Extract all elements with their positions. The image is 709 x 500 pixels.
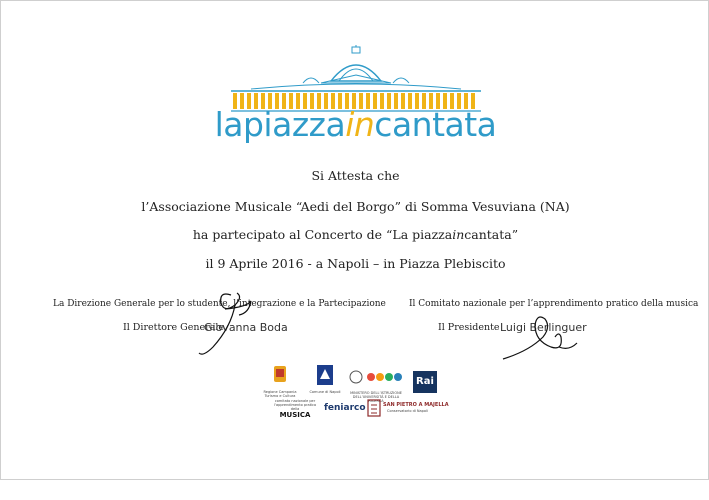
- right-role: Il Presidente: [438, 322, 500, 333]
- participation-line: ha partecipato al Concerto de “La piazzaincantata”: [192, 227, 519, 242]
- feniarco-logo: feniarco: [324, 403, 366, 413]
- date-place-line: il 9 Aprile 2016 - a Napoli – in Piazza Plebiscito: [205, 256, 506, 271]
- regione-campania-logo: Regione Campania Turismo e Cultura: [263, 364, 297, 398]
- miur-emblem-icon: [347, 367, 405, 387]
- comune-napoli-logo: Comune di Napoli: [307, 364, 343, 394]
- sanpietro-logo-text: SAN PIETRO A MAJELLA: [383, 402, 449, 408]
- bottom-margin: [0, 480, 709, 500]
- miur-logo: MINISTERO DELL’ISTRUZIONE DELL’UNIVERSITÀ E DELLA RICERCA: [347, 367, 405, 403]
- conservatorio-emblem-icon: [367, 399, 381, 417]
- attestation-heading: Si Attesta che: [311, 168, 400, 183]
- recipient-line: l’Associazione Musicale “Aedi del Borgo” di Somma Vesuviana (NA): [141, 199, 570, 214]
- right-signatory-name: Luigi Berlinguer: [500, 321, 587, 334]
- right-signature-icon: [499, 307, 583, 363]
- regione-emblem-icon: [263, 364, 297, 386]
- rai-logo: Rai: [413, 371, 437, 393]
- left-signature-icon: [191, 287, 261, 359]
- left-organization: La Direzione Generale per lo studente, l’integrazione e la Partecipazione: [53, 299, 386, 309]
- sanpietro-caption: Conservatorio di Napoli: [387, 409, 428, 413]
- comitato-musica-logo: comitato nazionale per l’apprendimento pratico della MUSICA: [273, 399, 317, 419]
- right-organization: Il Comitato nazionale per l’apprendimento pratico della musica: [409, 299, 699, 309]
- comune-emblem-icon: [307, 364, 343, 386]
- logo-wordmark: lapiazzaincantata: [214, 105, 497, 144]
- left-signatory-name: Giovanna Boda: [204, 321, 288, 334]
- left-role: Il Direttore Generale: [123, 322, 224, 333]
